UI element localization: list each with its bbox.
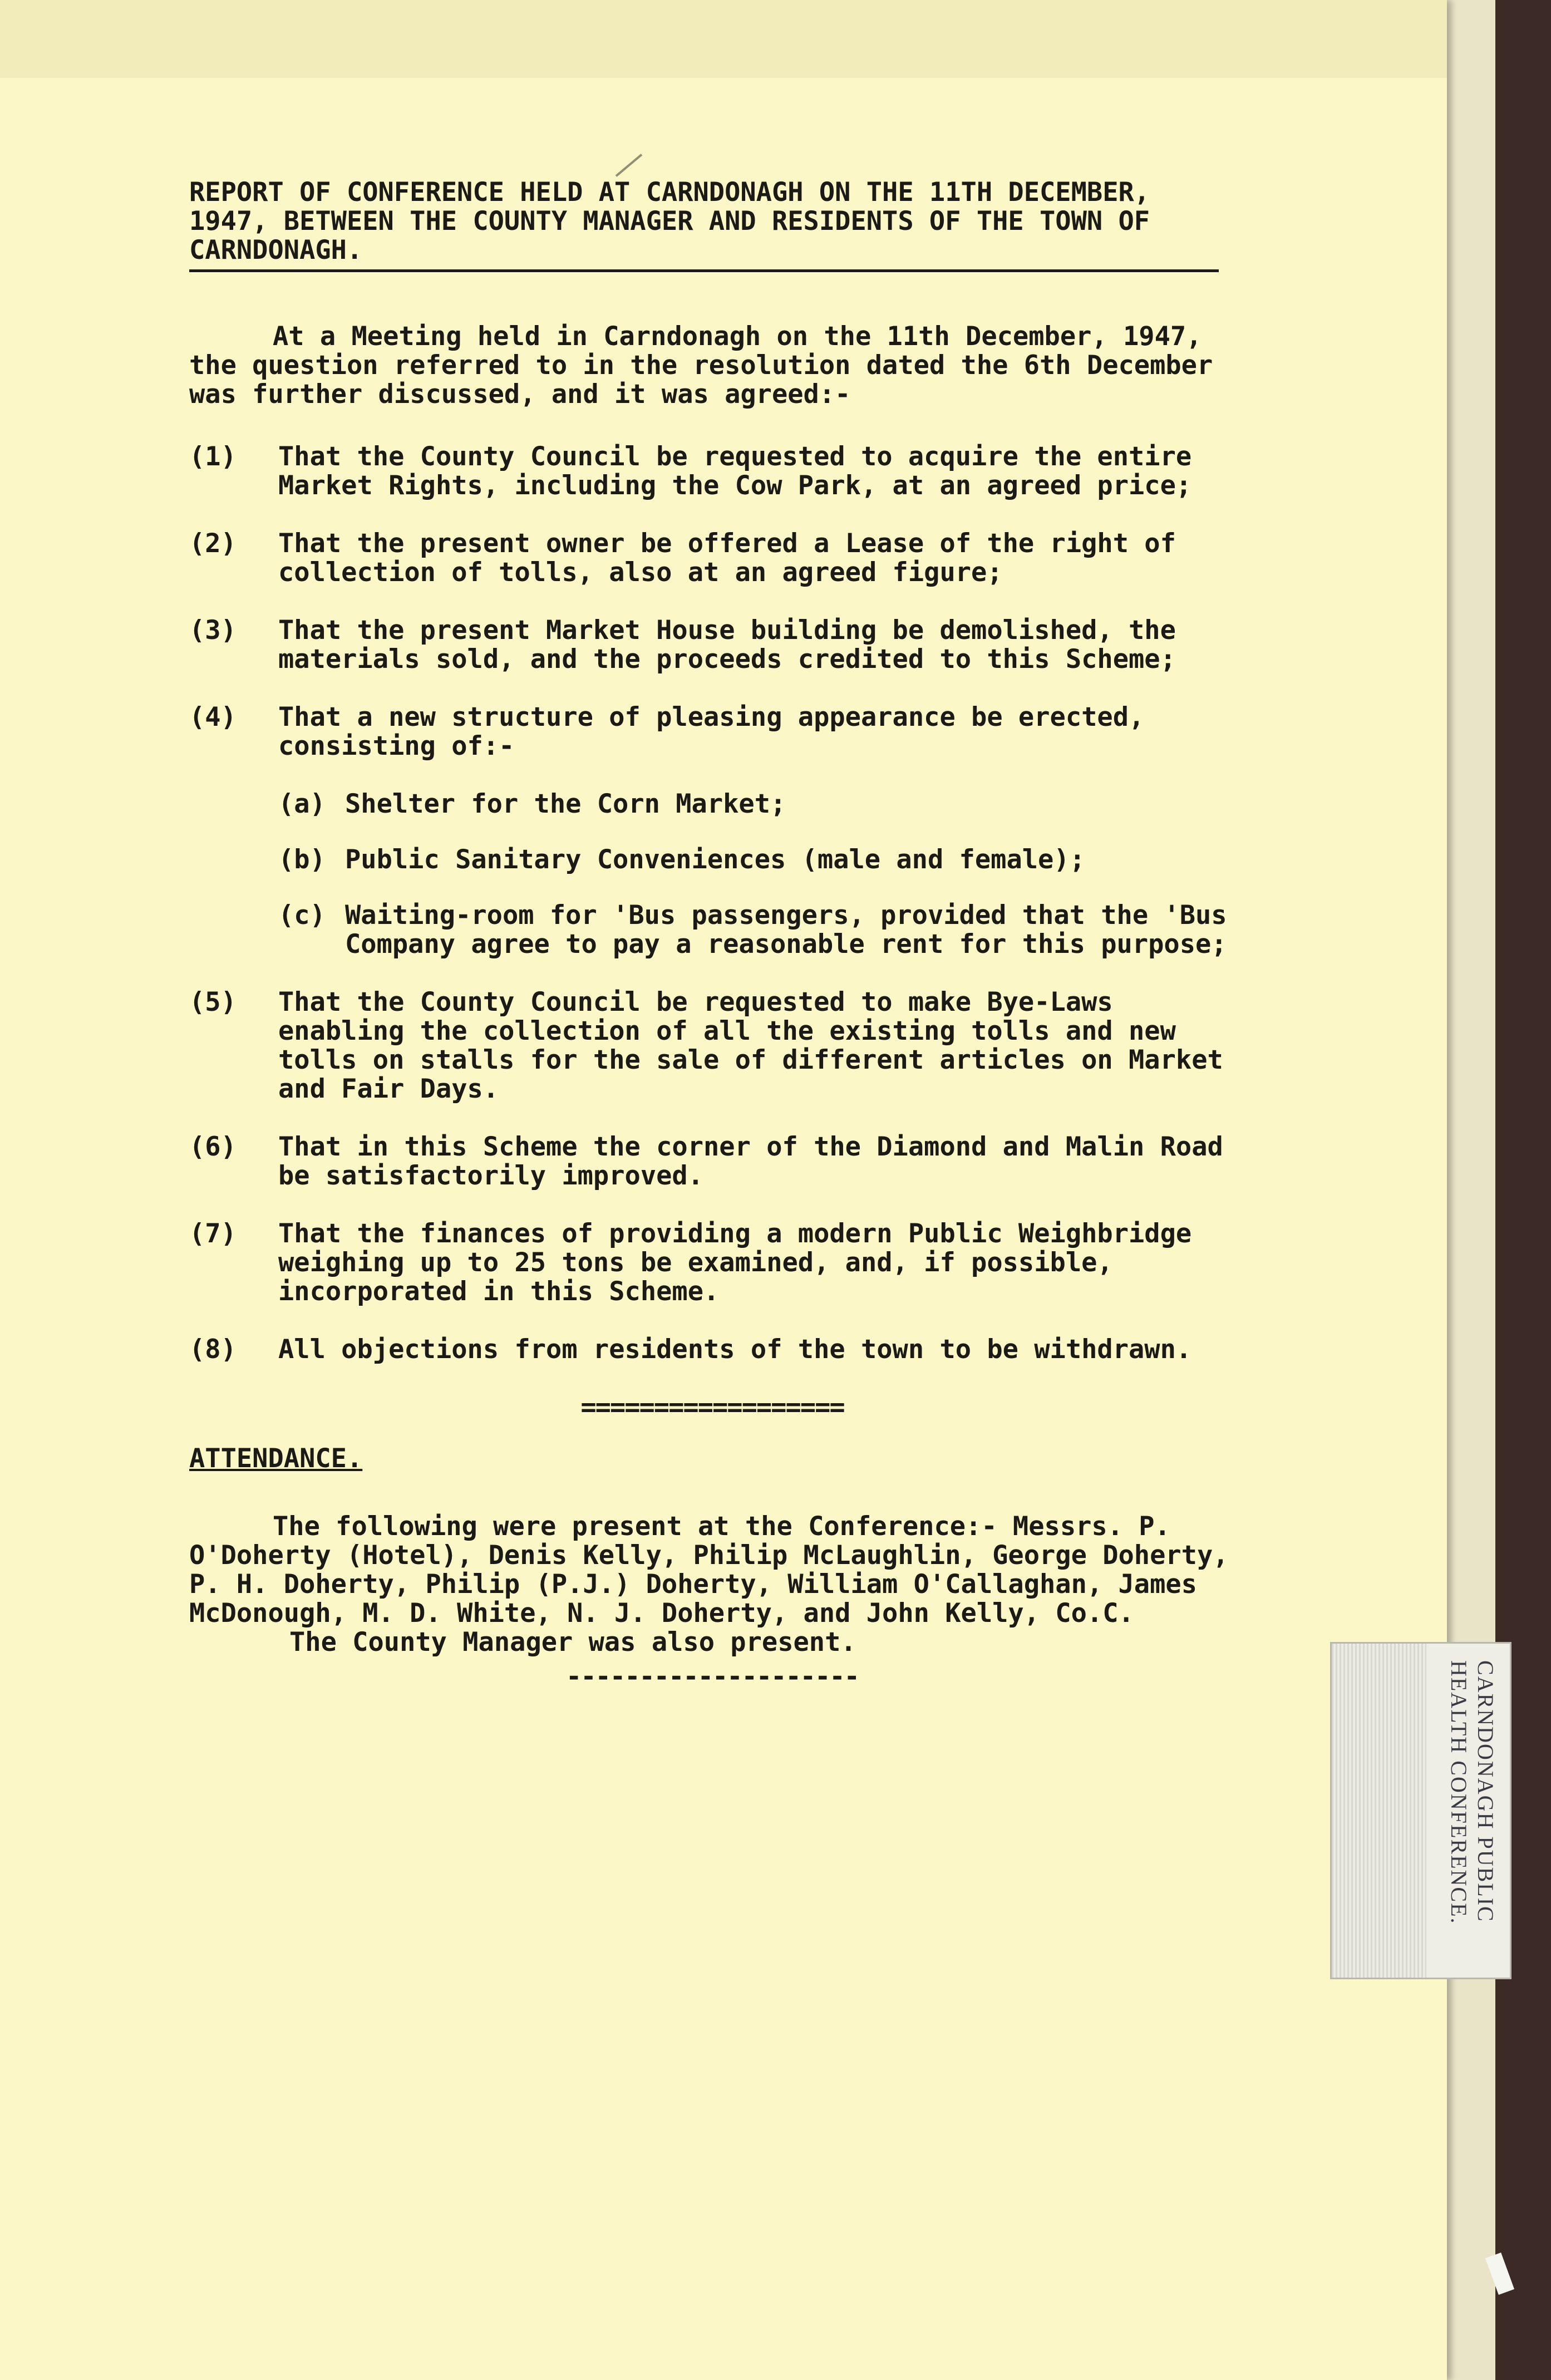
list-item [189, 1133, 1235, 1191]
pen-mark [616, 154, 643, 177]
section-separator: ================== [580, 1392, 844, 1423]
item-text: All objections from residents of the town to be withdrawn. [278, 1334, 1192, 1365]
item-text: That the County Council be requested to acquire the entire Market Rights, including the Cow Park, at an agreed price; [278, 441, 1192, 501]
sub-item [278, 790, 1235, 819]
item-text: That the finances of providing a modern Public Weighbridge weighing up to 25 tons be examined, and, if possible, incorporated in this Scheme. [278, 1218, 1192, 1307]
sub-item [278, 845, 1235, 874]
attendance-heading: ATTENDANCE. [189, 1443, 363, 1474]
attendance-paragraph: The following were present at the Conference:- Messrs. P. O'Doherty (Hotel), Denis Kelly, Philip McLaughlin, George Doherty, P. H. Doherty, Philip (P.J.) Doherty, William O'Callaghan, James McDonough, M. D. White, N. J. Doherty, and John Kelly, Co.C. [189, 1511, 1229, 1629]
item-text: That the County Council be requested to make Bye-Laws enabling the collection of all the existing tolls and new tolls on stalls for the sale of different articles on Market and Fair Days. [278, 987, 1223, 1104]
list-item [189, 442, 1235, 500]
sub-item-letter: (b) [278, 844, 326, 875]
sub-item-text: Public Sanitary Conveniences (male and female); [345, 844, 1085, 875]
sub-item-text: Shelter for the Corn Market; [345, 789, 786, 819]
item-number: (3) [189, 615, 237, 646]
sub-item-letter: (c) [278, 900, 326, 931]
file-label [1330, 1642, 1511, 1979]
closing-line: The County Manager was also present. [289, 1627, 856, 1658]
item-number: (2) [189, 528, 237, 559]
cloth-tape [1332, 1644, 1426, 1978]
list-item [189, 988, 1235, 1104]
file-label-text [1443, 1660, 1499, 1961]
list-item [189, 529, 1235, 587]
sub-item-letter: (a) [278, 789, 326, 819]
list-item [189, 703, 1235, 959]
list-item [189, 616, 1235, 674]
top-edge [0, 0, 1447, 78]
title-underline [189, 269, 1219, 272]
document-body [189, 178, 1235, 1691]
item-text: That in this Scheme the corner of the Diamond and Malin Road be satisfactorily improved. [278, 1132, 1223, 1191]
item-number: (6) [189, 1132, 237, 1162]
list-item [189, 1335, 1235, 1364]
file-label-line-1: CARNDONAGH PUBLIC [1473, 1660, 1498, 1922]
item-number: (1) [189, 441, 237, 472]
report-title: REPORT OF CONFERENCE HELD AT CARNDONAGH ON THE 11TH DECEMBER, 1947, BETWEEN THE COUNTY MANAGER AND RESIDENTS OF THE TOWN OF CARNDONAGH. [189, 177, 1150, 265]
item-number: (4) [189, 702, 237, 732]
intro-paragraph: At a Meeting held in Carndonagh on the 11th December, 1947, the question referred to in the resolution dated the 6th December was further discussed, and it was agreed:- [189, 321, 1213, 410]
list-item [189, 1219, 1235, 1306]
item-number: (8) [189, 1334, 237, 1365]
file-label-line-2: HEALTH CONFERENCE. [1446, 1660, 1471, 1925]
resolution-list [189, 442, 1235, 1364]
sub-list [278, 790, 1235, 959]
item-text: That a new structure of pleasing appearance be erected, consisting of:- [278, 702, 1145, 761]
sub-item [278, 901, 1235, 959]
item-number: (7) [189, 1218, 237, 1249]
item-number: (5) [189, 987, 237, 1017]
item-text: That the present owner be offered a Lease of the right of collection of tolls, also at an agreed figure; [278, 528, 1176, 588]
closing-rule: -------------------- [566, 1661, 859, 1692]
item-text: That the present Market House building be demolished, the materials sold, and the proceeds credited to this Scheme; [278, 615, 1176, 675]
sub-item-text: Waiting-room for 'Bus passengers, provided that the 'Bus Company agree to pay a reasonable rent for this purpose; [345, 900, 1227, 960]
